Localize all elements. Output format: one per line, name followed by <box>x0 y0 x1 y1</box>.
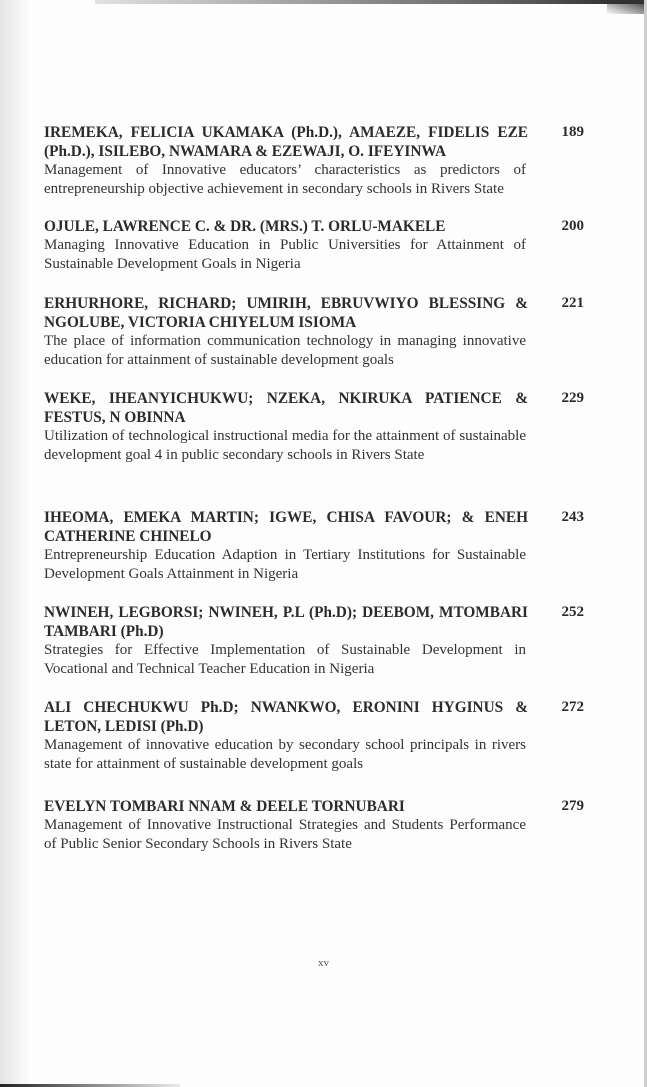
toc-entry <box>44 797 584 854</box>
toc-entry-header <box>44 603 584 641</box>
toc-entry-authors: ERHURHORE, RICHARD; UMIRIH, EBRUVWIYO BLESSING & NGOLUBE, VICTORIA CHIYELUM ISIOMA <box>44 295 528 331</box>
toc-entry-title: Management of Innovative Instructional Strategies and Students Performance of Public Senior Secondary Schools in Rivers State <box>44 817 526 852</box>
scan-edge-top <box>95 0 647 4</box>
scan-edge-corner <box>607 0 647 14</box>
toc-entry-header <box>44 389 584 427</box>
toc-entry-title: The place of information communication technology in managing innovative education for attainment of sustainable development goals <box>44 333 526 368</box>
toc-entry <box>44 217 584 274</box>
toc-entry-title: Strategies for Effective Implementation of Sustainable Development in Vocational and Technical Teacher Education in Nigeria <box>44 642 526 677</box>
toc-entry-authors: IREMEKA, FELICIA UKAMAKA (Ph.D.), AMAEZE, FIDELIS EZE (Ph.D.), ISILEBO, NWAMARA & EZEWAJI, O. IFEYINWA <box>44 124 528 160</box>
page-shadow <box>0 0 30 1087</box>
toc-entry-title: Management of Innovative educators’ characteristics as predictors of entrepreneurship objective achievement in secondary schools in Rivers State <box>44 162 526 197</box>
toc-entry <box>44 698 584 774</box>
toc-entry-header <box>44 797 584 816</box>
toc-entry-authors: ALI CHECHUKWU Ph.D; NWANKWO, ERONINI HYGINUS & LETON, LEDISI (Ph.D) <box>44 699 528 735</box>
toc-entry-header <box>44 217 584 236</box>
toc-entry-page-number: 252 <box>561 604 584 620</box>
toc-entry-title: Entrepreneurship Education Adaption in Tertiary Institutions for Sustainable Development Goals Attainment in Nigeria <box>44 547 526 582</box>
toc-entry <box>44 508 584 584</box>
toc-entry-title: Managing Innovative Education in Public Universities for Attainment of Sustainable Development Goals in Nigeria <box>44 237 526 272</box>
toc-entry-page-number: 200 <box>561 218 584 234</box>
toc-entry <box>44 603 584 679</box>
toc-entry <box>44 294 584 370</box>
toc-entry-header <box>44 698 584 736</box>
toc-entry-header <box>44 508 584 546</box>
toc-entry-page-number: 229 <box>561 390 584 406</box>
toc-entry-header <box>44 123 584 161</box>
toc-entry <box>44 123 584 199</box>
toc-entry-authors: EVELYN TOMBARI NNAM & DEELE TORNUBARI <box>44 798 405 815</box>
toc-entry-page-number: 221 <box>561 295 584 311</box>
toc-entry-authors: WEKE, IHEANYICHUKWU; NZEKA, NKIRUKA PATIENCE & FESTUS, N OBINNA <box>44 390 528 426</box>
toc-entry-page-number: 243 <box>561 509 584 525</box>
toc-entry-page-number: 189 <box>561 124 584 140</box>
toc-entry-authors: IHEOMA, EMEKA MARTIN; IGWE, CHISA FAVOUR; & ENEH CATHERINE CHINELO <box>44 509 528 545</box>
toc-entry-title: Management of innovative education by secondary school principals in rivers state for attainment of sustainable development goals <box>44 737 526 772</box>
toc-entry <box>44 389 584 465</box>
toc-entry-header <box>44 294 584 332</box>
toc-entry-title: Utilization of technological instructional media for the attainment of sustainable development goal 4 in public secondary schools in Rivers State <box>44 428 526 463</box>
page-footer-number: xv <box>318 957 329 969</box>
toc-entry-authors: NWINEH, LEGBORSI; NWINEH, P.L (Ph.D); DEEBOM, MTOMBARI TAMBARI (Ph.D) <box>44 604 528 640</box>
toc-entry-page-number: 279 <box>561 798 584 814</box>
toc-entry-authors: OJULE, LAWRENCE C. & DR. (MRS.) T. ORLU-MAKELE <box>44 218 446 235</box>
toc-entry-page-number: 272 <box>561 699 584 715</box>
